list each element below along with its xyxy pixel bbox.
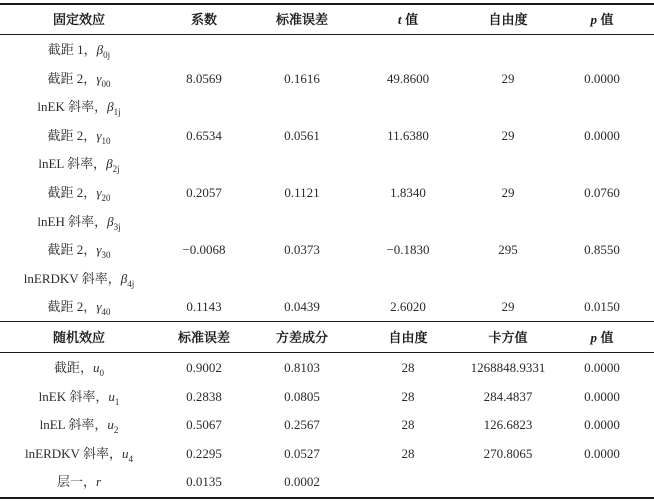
row-label [0, 178, 158, 207]
table-row [0, 235, 654, 264]
parameter-subscript: 1 [114, 396, 120, 407]
table-cell [354, 149, 462, 178]
table-row [0, 292, 654, 321]
table-bottom-rule [0, 497, 654, 499]
header-p-value [554, 5, 650, 34]
table-row [0, 439, 654, 468]
parameter-symbol: γ [96, 299, 102, 315]
table-cell: 0.0135 [186, 474, 222, 490]
table-cell: 0.0002 [284, 474, 320, 490]
row-label-text: 截距 2， [47, 127, 97, 143]
row-label-text: 截距 2， [47, 299, 97, 315]
row-label [0, 149, 158, 178]
parameter-symbol: β [107, 99, 114, 115]
header-chi-square: 卡方值 [488, 330, 528, 345]
parameter-subscript: 2 [113, 425, 119, 436]
table-cell [462, 467, 554, 496]
table-cell: 0.0527 [284, 445, 320, 461]
table-cell: 0.8103 [284, 360, 320, 375]
parameter-symbol: r [95, 474, 102, 490]
random-effects-header-row [0, 323, 654, 352]
table-cell [158, 207, 250, 236]
table-cell [354, 35, 462, 64]
table-cell: −0.0068 [182, 242, 226, 258]
table-cell: 0.1616 [284, 70, 320, 86]
row-label-text: lnERDKV 斜率， [25, 445, 122, 461]
table-row [0, 264, 654, 293]
table-cell [554, 149, 650, 178]
table-cell: 0.0000 [584, 445, 620, 461]
parameter-subscript: 00 [101, 78, 111, 89]
table-cell [354, 467, 462, 496]
table-cell: 11.6380 [387, 127, 429, 143]
table-cell: 28 [401, 417, 415, 433]
row-label [0, 410, 158, 439]
header-p-symbol-2: p [590, 330, 597, 345]
parameter-subscript: 30 [101, 250, 111, 261]
row-label [0, 207, 158, 236]
header-t-suffix: 值 [401, 12, 419, 27]
header-std-error-2: 标准误差 [177, 330, 230, 345]
parameter-symbol: γ [96, 70, 102, 86]
parameter-subscript: 10 [101, 135, 111, 146]
parameter-subscript: 3j [113, 221, 121, 232]
row-label [0, 235, 158, 264]
table-row [0, 35, 654, 64]
table-cell [250, 264, 354, 293]
table-cell: 0.0000 [584, 127, 620, 143]
row-label [0, 264, 158, 293]
table-cell [158, 264, 250, 293]
table-cell: 0.0373 [284, 242, 320, 258]
parameter-subscript: 20 [101, 193, 111, 203]
table-cell [554, 35, 650, 64]
table-cell [354, 92, 462, 121]
table-cell: 8.0569 [186, 70, 222, 86]
parameter-subscript: 40 [101, 307, 111, 318]
table-row [0, 121, 654, 150]
table-cell [462, 264, 554, 293]
table-cell: 0.1143 [186, 299, 222, 315]
header-p-suffix: 值 [596, 12, 614, 27]
section-rule [0, 321, 654, 322]
table-cell: 0.0000 [584, 417, 620, 433]
table-cell: 0.0561 [284, 127, 320, 143]
table-row [0, 467, 654, 496]
parameter-symbol: γ [96, 127, 102, 143]
table-cell [462, 207, 554, 236]
parameter-subscript: 2j [112, 164, 120, 175]
table-row [0, 382, 654, 411]
row-label [0, 292, 158, 321]
table-row [0, 207, 654, 236]
fixed-effects-header-row [0, 5, 654, 34]
table-cell: 0.5067 [186, 417, 222, 433]
table-cell [554, 467, 650, 496]
table-cell: 0.0150 [584, 299, 620, 315]
table-cell: 2.6020 [390, 299, 426, 315]
row-label [0, 121, 158, 150]
parameter-subscript: 1j [113, 107, 121, 118]
parameter-subscript: 4 [128, 453, 133, 464]
table-cell: 0.0805 [284, 388, 320, 404]
table-cell [158, 35, 250, 64]
table-cell: 29 [501, 299, 515, 315]
row-label [0, 64, 158, 93]
parameter-symbol: β [106, 156, 113, 172]
table-row [0, 178, 654, 207]
row-label-text: 层一， [56, 474, 96, 490]
table-cell [554, 264, 650, 293]
parameter-symbol: u [108, 388, 115, 404]
row-label [0, 35, 158, 64]
row-label-text: lnERDKV 斜率， [23, 270, 121, 286]
row-label-text: lnEL 斜率， [39, 417, 108, 433]
table-row [0, 353, 654, 382]
table-cell [462, 92, 554, 121]
table-cell [554, 92, 650, 121]
table-cell: 0.1121 [284, 185, 320, 200]
parameter-symbol: u [93, 360, 100, 375]
parameter-symbol: γ [96, 185, 102, 200]
parameter-symbol: β [96, 42, 104, 57]
table-cell: 0.0000 [584, 70, 620, 86]
parameter-symbol: γ [96, 242, 102, 258]
table-cell: 1.8340 [390, 185, 426, 200]
table-cell: 1268848.9331 [470, 360, 546, 375]
table-cell [250, 207, 354, 236]
table-cell: 0.6534 [186, 127, 222, 143]
row-label [0, 467, 158, 496]
table-cell [158, 92, 250, 121]
header-coefficient: 系数 [190, 12, 217, 27]
table-cell: 0.2838 [186, 388, 222, 404]
row-label-text: 截距 2， [47, 242, 97, 258]
row-label-text: lnEL 斜率， [38, 156, 107, 172]
row-label-text: lnEK 斜率， [38, 388, 109, 404]
row-label [0, 92, 158, 121]
table-cell [250, 35, 354, 64]
table-cell: 126.6823 [483, 417, 533, 433]
parameter-symbol: u [121, 445, 129, 461]
header-p-symbol: p [590, 12, 597, 27]
table-cell [250, 92, 354, 121]
table-cell: 29 [501, 127, 515, 143]
row-label [0, 382, 158, 411]
table-cell: 0.0000 [584, 388, 620, 404]
row-label-text: 截距 1， [47, 42, 97, 57]
header-t-symbol: t [397, 12, 402, 27]
table-row [0, 92, 654, 121]
header-t-value [354, 5, 462, 34]
table-cell: −0.1830 [386, 242, 430, 258]
header-df-2: 自由度 [388, 330, 428, 345]
row-label [0, 439, 158, 468]
row-label-text: 截距， [53, 360, 93, 375]
header-fixed-effect: 固定效应 [52, 12, 105, 27]
table-cell: 0.0439 [284, 299, 320, 315]
table-cell [462, 149, 554, 178]
table-row [0, 410, 654, 439]
row-label-text: 截距 2， [47, 70, 97, 86]
parameter-subscript: 0 [99, 368, 104, 378]
table-cell [158, 149, 250, 178]
row-label-text: lnEK 斜率， [37, 99, 108, 115]
table-cell: 29 [501, 185, 515, 200]
table-cell: 0.0000 [584, 360, 620, 375]
parameter-symbol: u [107, 417, 114, 433]
table-row [0, 149, 654, 178]
table-cell: 295 [498, 242, 518, 258]
table-cell: 270.8065 [483, 445, 533, 461]
parameter-symbol: β [120, 270, 128, 286]
header-p-suffix-2: 值 [596, 330, 614, 345]
table-cell: 0.0760 [584, 185, 620, 200]
table-cell: 0.2295 [186, 445, 222, 461]
header-random-effect: 随机效应 [52, 330, 105, 345]
parameter-subscript: 0j [103, 50, 111, 60]
table-cell [354, 207, 462, 236]
table-cell: 28 [401, 445, 415, 461]
parameter-symbol: β [107, 213, 114, 229]
table-cell: 0.8550 [584, 242, 620, 258]
table-cell: 0.2567 [284, 417, 320, 433]
table-cell [250, 149, 354, 178]
table-cell [354, 264, 462, 293]
table-cell: 0.2057 [186, 185, 222, 200]
table-cell: 28 [401, 360, 415, 375]
table-cell: 0.9002 [186, 360, 222, 375]
header-std-error: 标准误差 [275, 12, 328, 27]
table-cell: 49.8600 [386, 70, 430, 86]
table-cell: 284.4837 [483, 388, 533, 404]
table-cell [554, 207, 650, 236]
header-variance-component: 方差成分 [275, 330, 328, 345]
table-cell: 28 [401, 388, 415, 404]
header-df: 自由度 [488, 12, 528, 27]
table-row [0, 64, 654, 93]
table-cell [462, 35, 554, 64]
row-label-text: lnEH 斜率， [37, 213, 108, 229]
table-cell: 29 [501, 70, 515, 86]
header-p-value-2 [554, 323, 650, 352]
parameter-subscript: 4j [127, 278, 135, 289]
row-label-text: 截距 2， [47, 185, 97, 200]
row-label [0, 353, 158, 382]
